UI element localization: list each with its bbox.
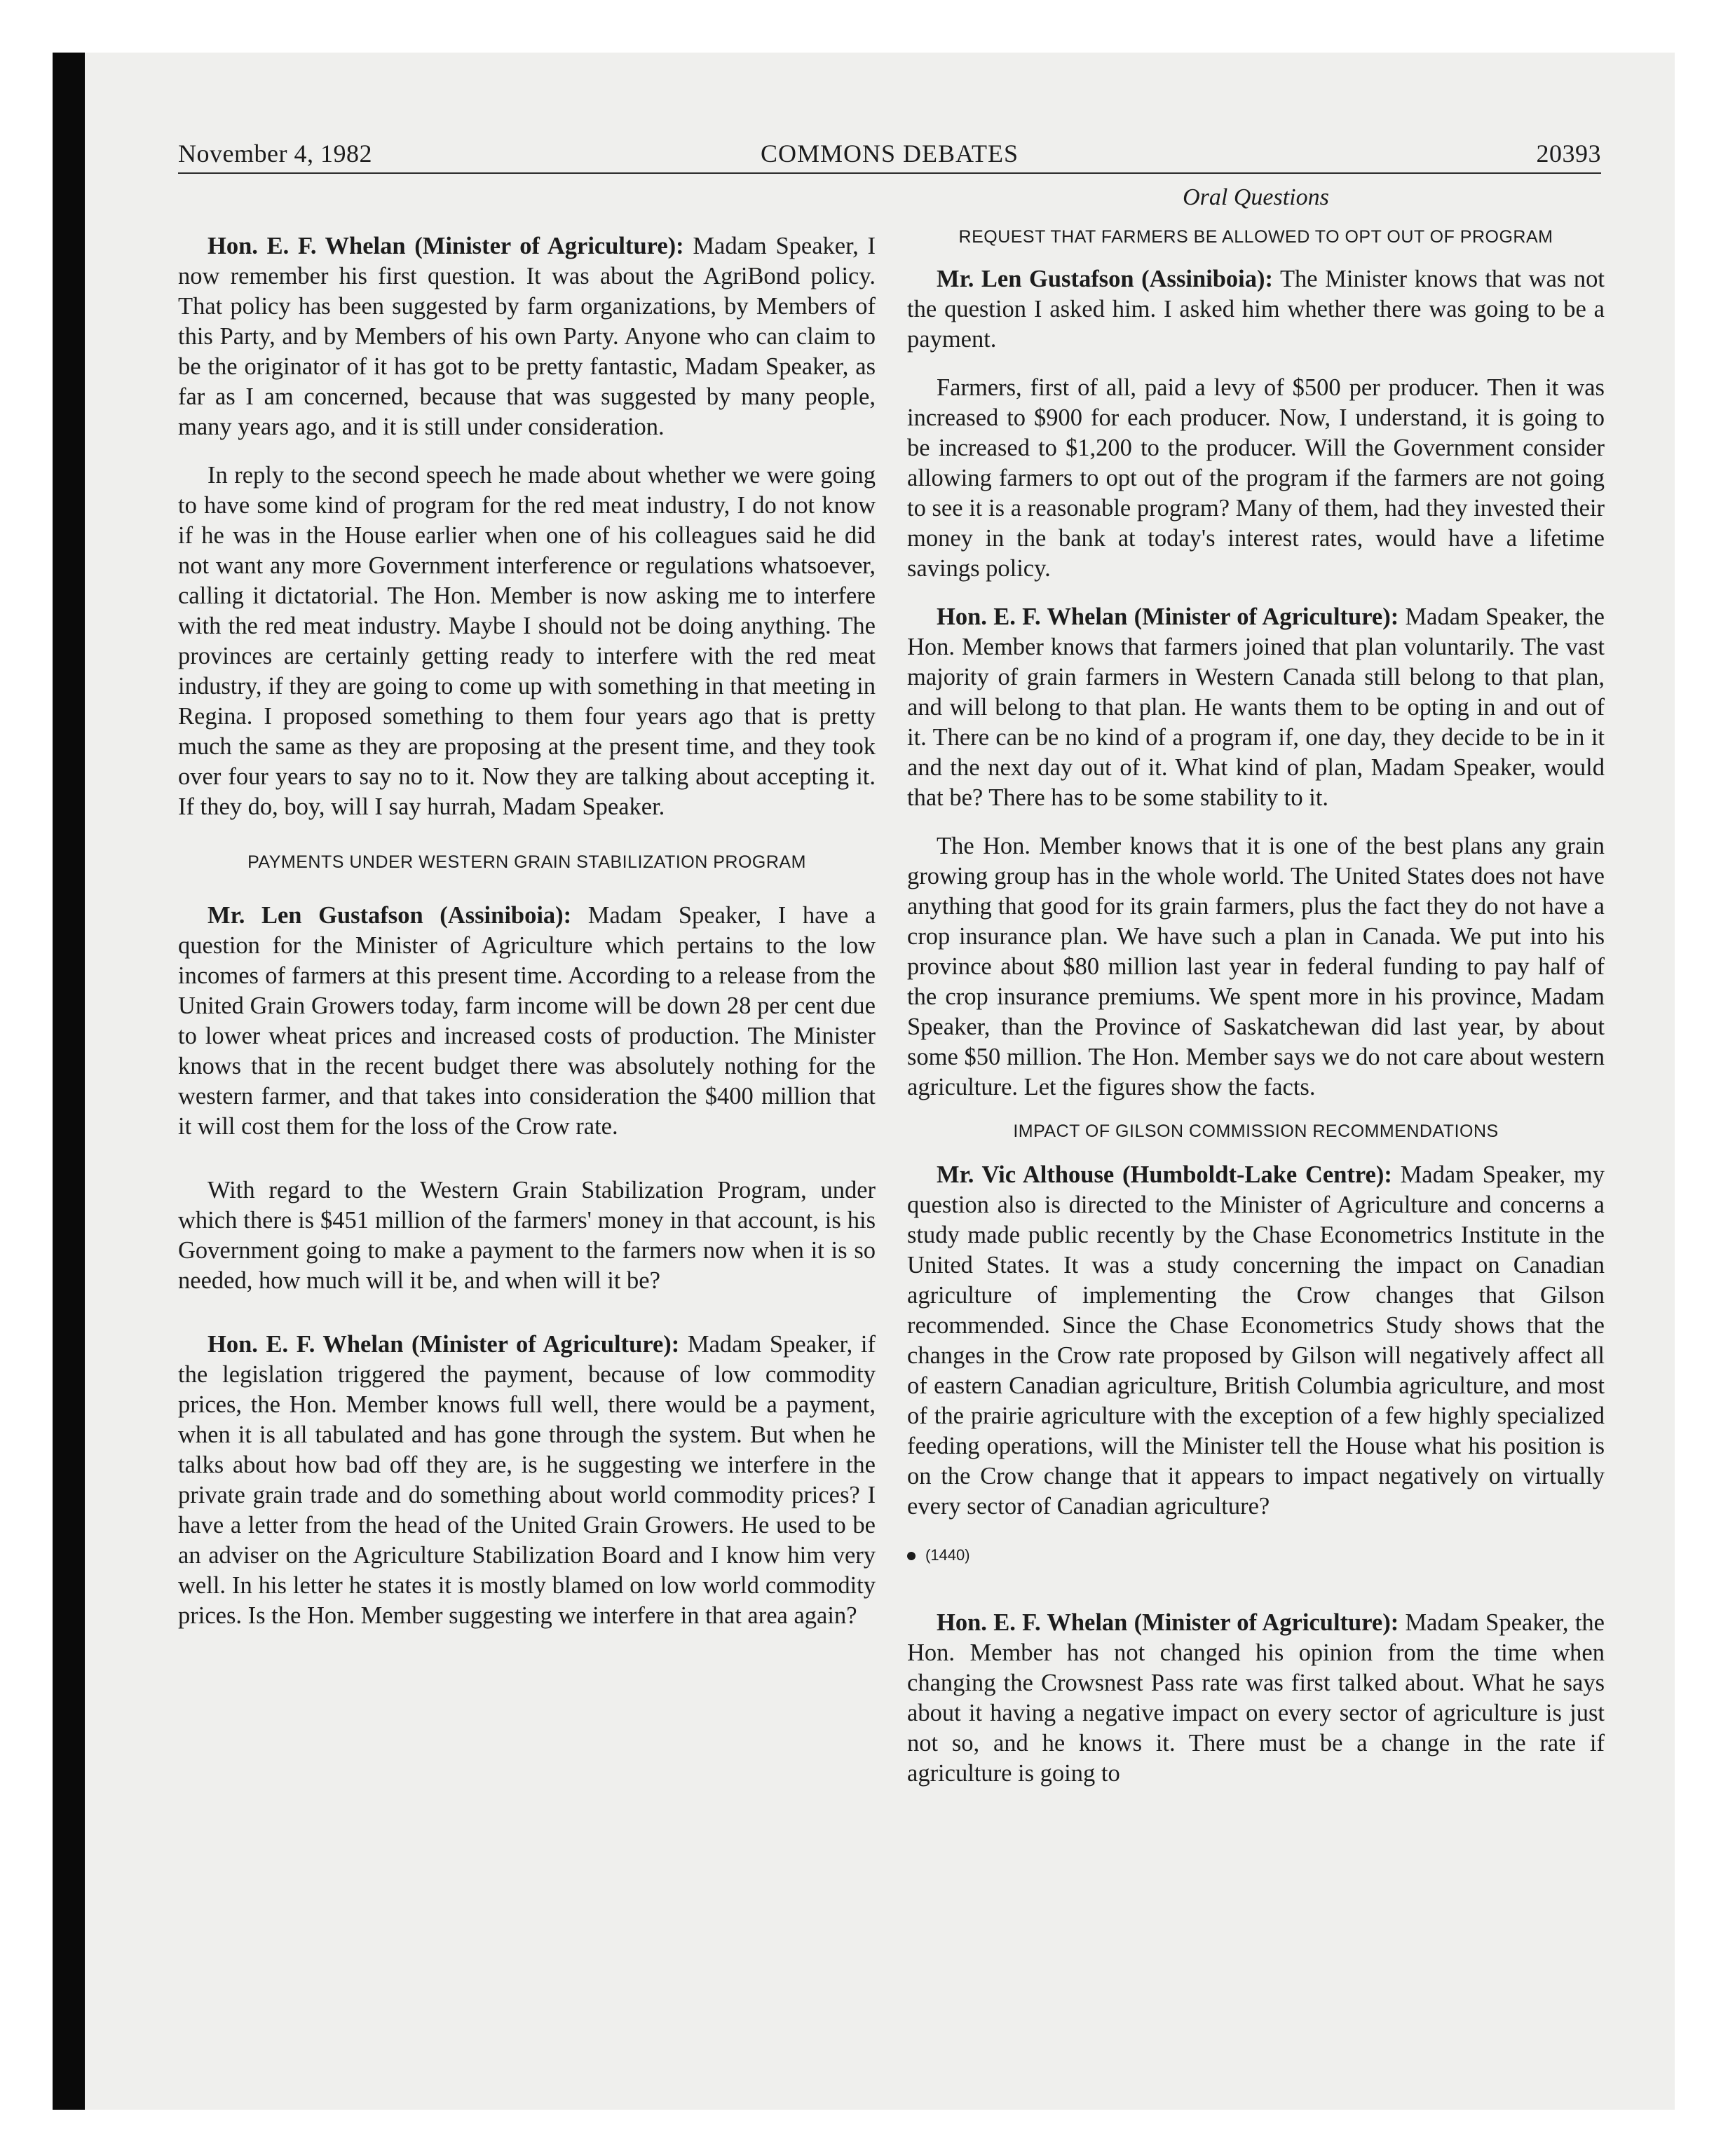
page-header — [178, 139, 1601, 174]
paragraph — [178, 231, 876, 442]
scan-border — [53, 53, 85, 2110]
paragraph: The Hon. Member knows that it is one of the best plans any grain growing group has in the whole world. The United States does not have anything that good for its grain farmers, plus the fact they do not have a crop insurance plan. We have such a plan in Canada. We put into his province about $80 million last year in federal funding to pay half of the crop insurance premiums. We spent more in his province, Madam Speaker, than the Province of Saskatchewan did last year, by about some $50 million. The Hon. Member says we do not care about western agriculture. Let the figures show the facts. — [907, 833, 1605, 1100]
speaker-name: Mr. Len Gustafson (Assiniboia): — [207, 902, 572, 929]
header-title: COMMONS DEBATES — [760, 139, 1019, 168]
paragraph: Farmers, first of all, paid a levy of $500 per producer. Then it was increased to $900 for each producer. Now, I understand, it is going to be increased to $1,200 to the producer. Will the Government consider allowing farmers to opt out of the program if the farmers are not going to see it is a reasonable program? Many of them, had they invested their money in the bank at today's interest rates, would have a lifetime savings policy. — [907, 374, 1605, 582]
paragraph — [907, 1160, 1605, 1522]
speaker-name: Hon. E. F. Whelan (Minister of Agriculture): — [937, 603, 1399, 630]
paragraph — [907, 1608, 1605, 1789]
speaker-name: Mr. Len Gustafson (Assiniboia): — [937, 266, 1273, 292]
paragraph — [907, 264, 1605, 355]
speaker-name: Hon. E. F. Whelan (Minister of Agriculture): — [207, 233, 684, 259]
section-heading: IMPACT OF GILSON COMMISSION RECOMMENDATIONS — [1013, 1121, 1499, 1141]
section-heading: REQUEST THAT FARMERS BE ALLOWED TO OPT OUT OF PROGRAM — [958, 227, 1553, 247]
paragraph — [178, 901, 876, 1142]
speaker-name: Hon. E. F. Whelan (Minister of Agriculture): — [207, 1331, 680, 1358]
header-rule — [178, 172, 1601, 174]
paragraph-text: Madam Speaker, I now remember his first question. It was about the AgriBond policy. That policy has been suggested by farm organizations, by Members of this Party, and by Members of his own Party. Anyone who can claim to be the originator of it has got to be pretty fantastic, Madam Speaker, as far as I am concerned, because that was suggested by many people, many years ago, and it is still under consideration. — [178, 233, 876, 440]
paragraph-text: Madam Speaker, if the legislation triggered the payment, because of low commodity prices, the Hon. Member knows full well, there would be a payment, when it is all tabulated and has gone through the system. But when he talks about how bad off they are, is he suggesting we interfere in the private grain trade and do something about world commodity prices? I have a letter from the head of the United Grain Growers. He used to be an adviser on the Agriculture Stabilization Board and I know him very well. In his letter he states it is mostly blamed on low world commodity prices. Is the Hon. Member suggesting we interfere in that area again? — [178, 1331, 876, 1629]
section-heading: PAYMENTS UNDER WESTERN GRAIN STABILIZATION PROGRAM — [247, 852, 806, 872]
paragraph-text: The Minister knows that was not the question I asked him. I asked him whether there was going to be a payment. — [907, 266, 1605, 353]
speaker-name: Hon. E. F. Whelan (Minister of Agriculture): — [937, 1609, 1399, 1636]
header-page-number: 20393 — [1536, 139, 1601, 168]
timestamp-text: (1440) — [925, 1546, 970, 1564]
header-date: November 4, 1982 — [178, 139, 372, 168]
paragraph-text: Madam Speaker, the Hon. Member has not changed his opinion from the time when changing the Crowsnest Pass rate was first talked about. What he says about it having a negative impact on every sector of agriculture is just not so, and he knows it. There must be a change in the rate if agriculture is going to — [907, 1609, 1605, 1787]
paragraph-text: Madam Speaker, I have a question for the Minister of Agriculture which pertains to the low incomes of farmers at this present time. According to a release from the United Grain Growers today, farm income will be down 28 per cent due to lower wheat prices and increased costs of production. The Minister knows that in the recent budget there was absolutely nothing for the western farmer, and that takes into consideration the $400 million that it will cost them for the loss of the Crow rate. — [178, 902, 876, 1140]
paragraph — [907, 602, 1605, 813]
timestamp-marker — [907, 1540, 1605, 1570]
left-column — [178, 231, 876, 1649]
bullet-icon — [907, 1552, 916, 1560]
paragraph-text: Madam Speaker, the Hon. Member knows that farmers joined that plan voluntarily. The vast majority of grain farmers in Western Canada still belong to that plan, and will belong to that plan. He wants them to be opting in and out of it. There can be no kind of a program if, one day, they decide to be in it and the next day out of it. What kind of plan, Madam Speaker, would that be? There has to be some stability to it. — [907, 603, 1605, 811]
paragraph — [178, 1330, 876, 1631]
paragraph: In reply to the second speech he made about whether we were going to have some kind of program for the red meat industry, I do not know if he was in the House earlier when one of his colleagues said he did not want any more Government interference or regulations whatsoever, calling it dictatorial. The Hon. Member is now asking me to interfere with the red meat industry. Maybe I should not be doing anything. The provinces are certainly getting ready to interfere with the red meat industry, if they are going to come up with something in that meeting in Regina. I proposed something to them four years ago that is pretty much the same as they are proposing at the present time, and they took over four years to say no to it. Now they are talking about accepting it. If they do, boy, will I say hurrah, Madam Speaker. — [178, 462, 876, 820]
right-column — [907, 182, 1605, 1807]
section-subheading: Oral Questions — [1183, 184, 1329, 210]
speaker-name: Mr. Vic Althouse (Humboldt-Lake Centre): — [937, 1161, 1392, 1188]
paragraph-text: Madam Speaker, my question also is directed to the Minister of Agriculture and concerns a study made public recently by the Chase Econometrics Institute in the United States. It was a study concerning the impact on Canadian agriculture of implementing the Crow changes that Gilson recommended. Since the Chase Econometrics Study shows that the changes in the Crow rate proposed by Gilson will negatively affect all of eastern Canadian agriculture, British Columbia agriculture, and most of the prairie agriculture with the exception of a few highly specialized feeding operations, will the Minister tell the House what his position is on the Crow change that it appears to impact negatively on virtually every sector of Canadian agriculture? — [907, 1161, 1605, 1520]
paragraph: With regard to the Western Grain Stabilization Program, under which there is $451 million of the farmers' money in that account, is his Government going to make a payment to the farmers now when it is so needed, how much will it be, and when will it be? — [178, 1177, 876, 1294]
